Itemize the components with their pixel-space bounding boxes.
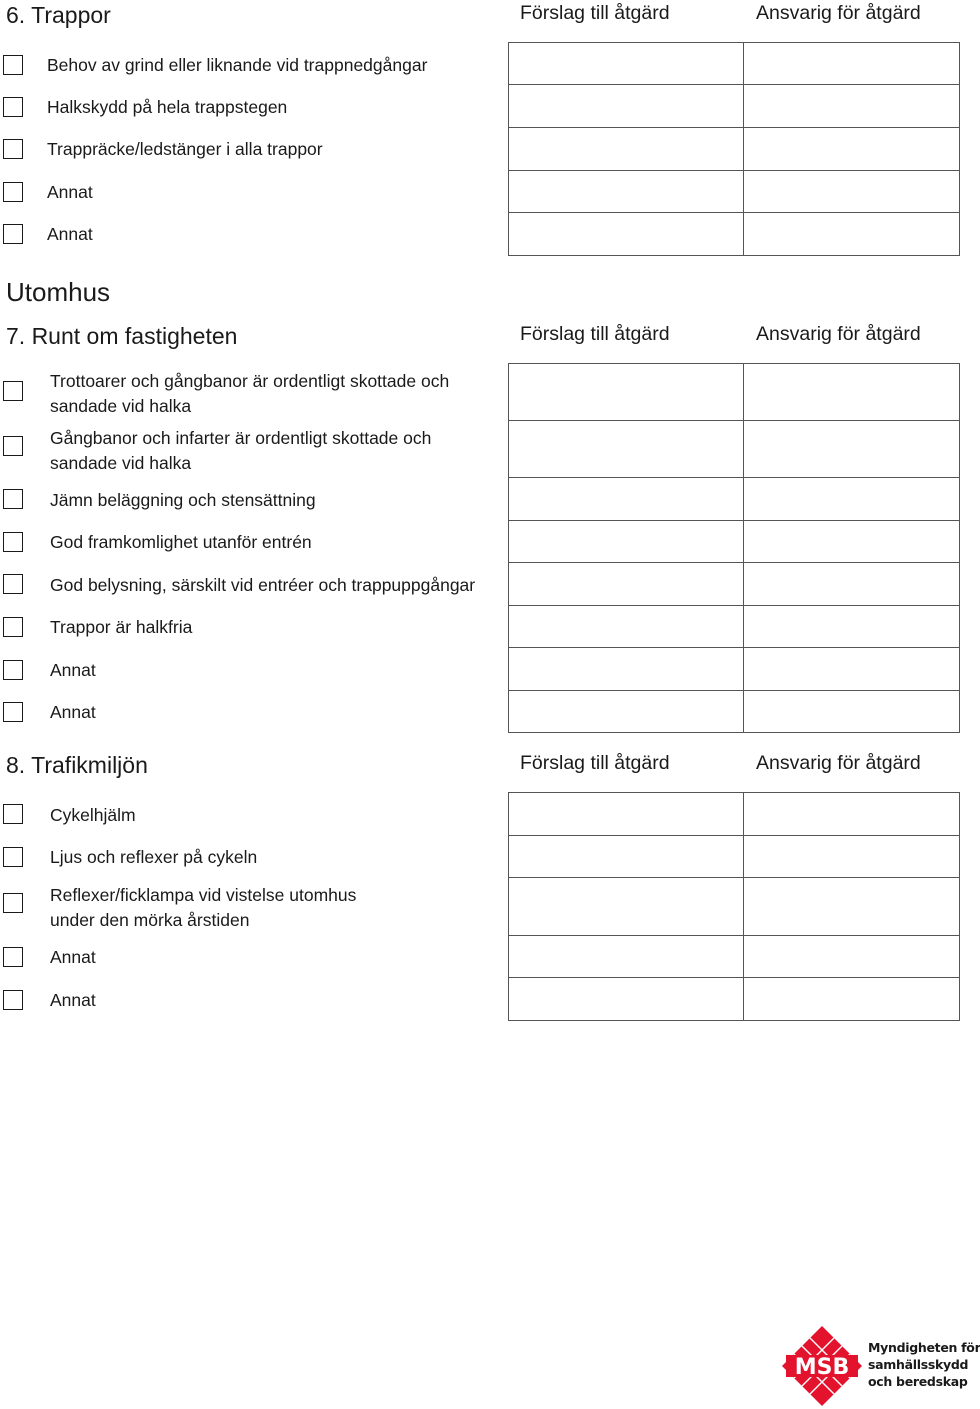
checkbox-s6-1[interactable] [3, 55, 23, 75]
checkbox-s7-2[interactable] [3, 436, 23, 456]
forslag-cell[interactable] [509, 421, 744, 478]
section-6-answer-grid [508, 42, 960, 256]
section-8-title: 8. Trafikmiljön [6, 752, 148, 778]
forslag-cell[interactable] [509, 978, 744, 1021]
section-7-answer-grid [508, 363, 960, 733]
forslag-cell[interactable] [509, 563, 744, 606]
s6-item-label: Annat [47, 224, 93, 244]
s8-item-label: Annat [50, 990, 96, 1010]
s6-item-label: Behov av grind eller liknande vid trappnedgångar [47, 55, 428, 75]
s6-item-label: Annat [47, 182, 93, 202]
forslag-cell[interactable] [509, 364, 744, 421]
ansvarig-cell[interactable] [744, 936, 960, 978]
forslag-cell[interactable] [509, 128, 744, 171]
s6-item-label: Halkskydd på hela trappstegen [47, 97, 288, 117]
forslag-cell[interactable] [509, 85, 744, 128]
ansvarig-cell[interactable] [744, 878, 960, 936]
ansvarig-cell[interactable] [744, 364, 960, 421]
s7-item-label: Annat [50, 702, 96, 722]
section-8-col-ansvarig: Ansvarig för åtgärd [756, 752, 921, 774]
s7-item-label: Trottoarer och gångbanor är ordentligt skottade och [50, 371, 450, 391]
forslag-cell[interactable] [509, 878, 744, 936]
ansvarig-cell[interactable] [744, 691, 960, 733]
checkbox-s6-2[interactable] [3, 97, 23, 117]
checkbox-s8-1[interactable] [3, 804, 23, 824]
s7-item-label: God belysning, särskilt vid entréer och trappuppgångar [50, 575, 476, 595]
s8-item-label: under den mörka årstiden [50, 910, 250, 930]
checkbox-s7-4[interactable] [3, 532, 23, 552]
ansvarig-cell[interactable] [744, 421, 960, 478]
group-title: Utomhus [6, 277, 111, 307]
forslag-cell[interactable] [509, 648, 744, 691]
checkbox-s6-5[interactable] [3, 224, 23, 244]
msb-caption-line: samhällsskydd [868, 1357, 969, 1372]
forslag-cell[interactable] [509, 43, 744, 85]
checkbox-s6-4[interactable] [3, 182, 23, 202]
ansvarig-cell[interactable] [744, 213, 960, 256]
s6-item-label: Trappräcke/ledstänger i alla trappor [47, 139, 323, 159]
forslag-cell[interactable] [509, 691, 744, 733]
ansvarig-cell[interactable] [744, 836, 960, 878]
s7-item-label: Jämn beläggning och stensättning [50, 490, 316, 510]
checkbox-s7-8[interactable] [3, 702, 23, 722]
forslag-cell[interactable] [509, 793, 744, 836]
s7-item-label: God framkomlighet utanför entrén [50, 532, 312, 552]
s8-item-label: Reflexer/ficklampa vid vistelse utomhus [50, 885, 357, 905]
forslag-cell[interactable] [509, 478, 744, 521]
ansvarig-cell[interactable] [744, 128, 960, 171]
ansvarig-cell[interactable] [744, 521, 960, 563]
checkbox-s8-2[interactable] [3, 847, 23, 867]
forslag-cell[interactable] [509, 171, 744, 213]
s7-item-label: Annat [50, 660, 96, 680]
checkbox-s8-4[interactable] [3, 947, 23, 967]
s8-item-label: Cykelhjälm [50, 805, 136, 825]
ansvarig-cell[interactable] [744, 85, 960, 128]
section-6-col-forslag: Förslag till åtgärd [520, 2, 670, 24]
checkbox-s7-3[interactable] [3, 489, 23, 509]
s7-item-label: Gångbanor och infarter är ordentligt skottade och [50, 428, 432, 448]
checkbox-s7-7[interactable] [3, 660, 23, 680]
section-7-col-forslag: Förslag till åtgärd [520, 323, 670, 345]
forslag-cell[interactable] [509, 606, 744, 648]
checkbox-s8-5[interactable] [3, 990, 23, 1010]
s7-item-label: sandade vid halka [50, 396, 192, 416]
s8-item-label: Annat [50, 947, 96, 967]
checkbox-s8-3[interactable] [3, 893, 23, 913]
checkbox-s7-6[interactable] [3, 617, 23, 637]
checkbox-s6-3[interactable] [3, 139, 23, 159]
ansvarig-cell[interactable] [744, 43, 960, 85]
ansvarig-cell[interactable] [744, 563, 960, 606]
section-6-col-ansvarig: Ansvarig för åtgärd [756, 2, 921, 24]
ansvarig-cell[interactable] [744, 793, 960, 836]
ansvarig-cell[interactable] [744, 978, 960, 1021]
section-7-title: 7. Runt om fastigheten [6, 323, 238, 349]
forslag-cell[interactable] [509, 936, 744, 978]
checkbox-s7-5[interactable] [3, 574, 23, 594]
section-8-answer-grid [508, 792, 960, 1021]
ansvarig-cell[interactable] [744, 478, 960, 521]
checkbox-s7-1[interactable] [3, 381, 23, 401]
section-7-col-ansvarig: Ansvarig för åtgärd [756, 323, 921, 345]
forslag-cell[interactable] [509, 213, 744, 256]
s7-item-label: sandade vid halka [50, 453, 192, 473]
s7-item-label: Trappor är halkfria [50, 617, 193, 637]
ansvarig-cell[interactable] [744, 606, 960, 648]
msb-logo-caption [868, 1339, 980, 1390]
section-6-title: 6. Trappor [6, 2, 111, 28]
forslag-cell[interactable] [509, 521, 744, 563]
forslag-cell[interactable] [509, 836, 744, 878]
msb-caption-line: och beredskap [868, 1374, 968, 1389]
ansvarig-cell[interactable] [744, 171, 960, 213]
section-8-col-forslag: Förslag till åtgärd [520, 752, 670, 774]
ansvarig-cell[interactable] [744, 648, 960, 691]
msb-logo-text: MSB [794, 1355, 850, 1380]
msb-caption-line: Myndigheten för [868, 1340, 980, 1355]
s8-item-label: Ljus och reflexer på cykeln [50, 847, 258, 867]
